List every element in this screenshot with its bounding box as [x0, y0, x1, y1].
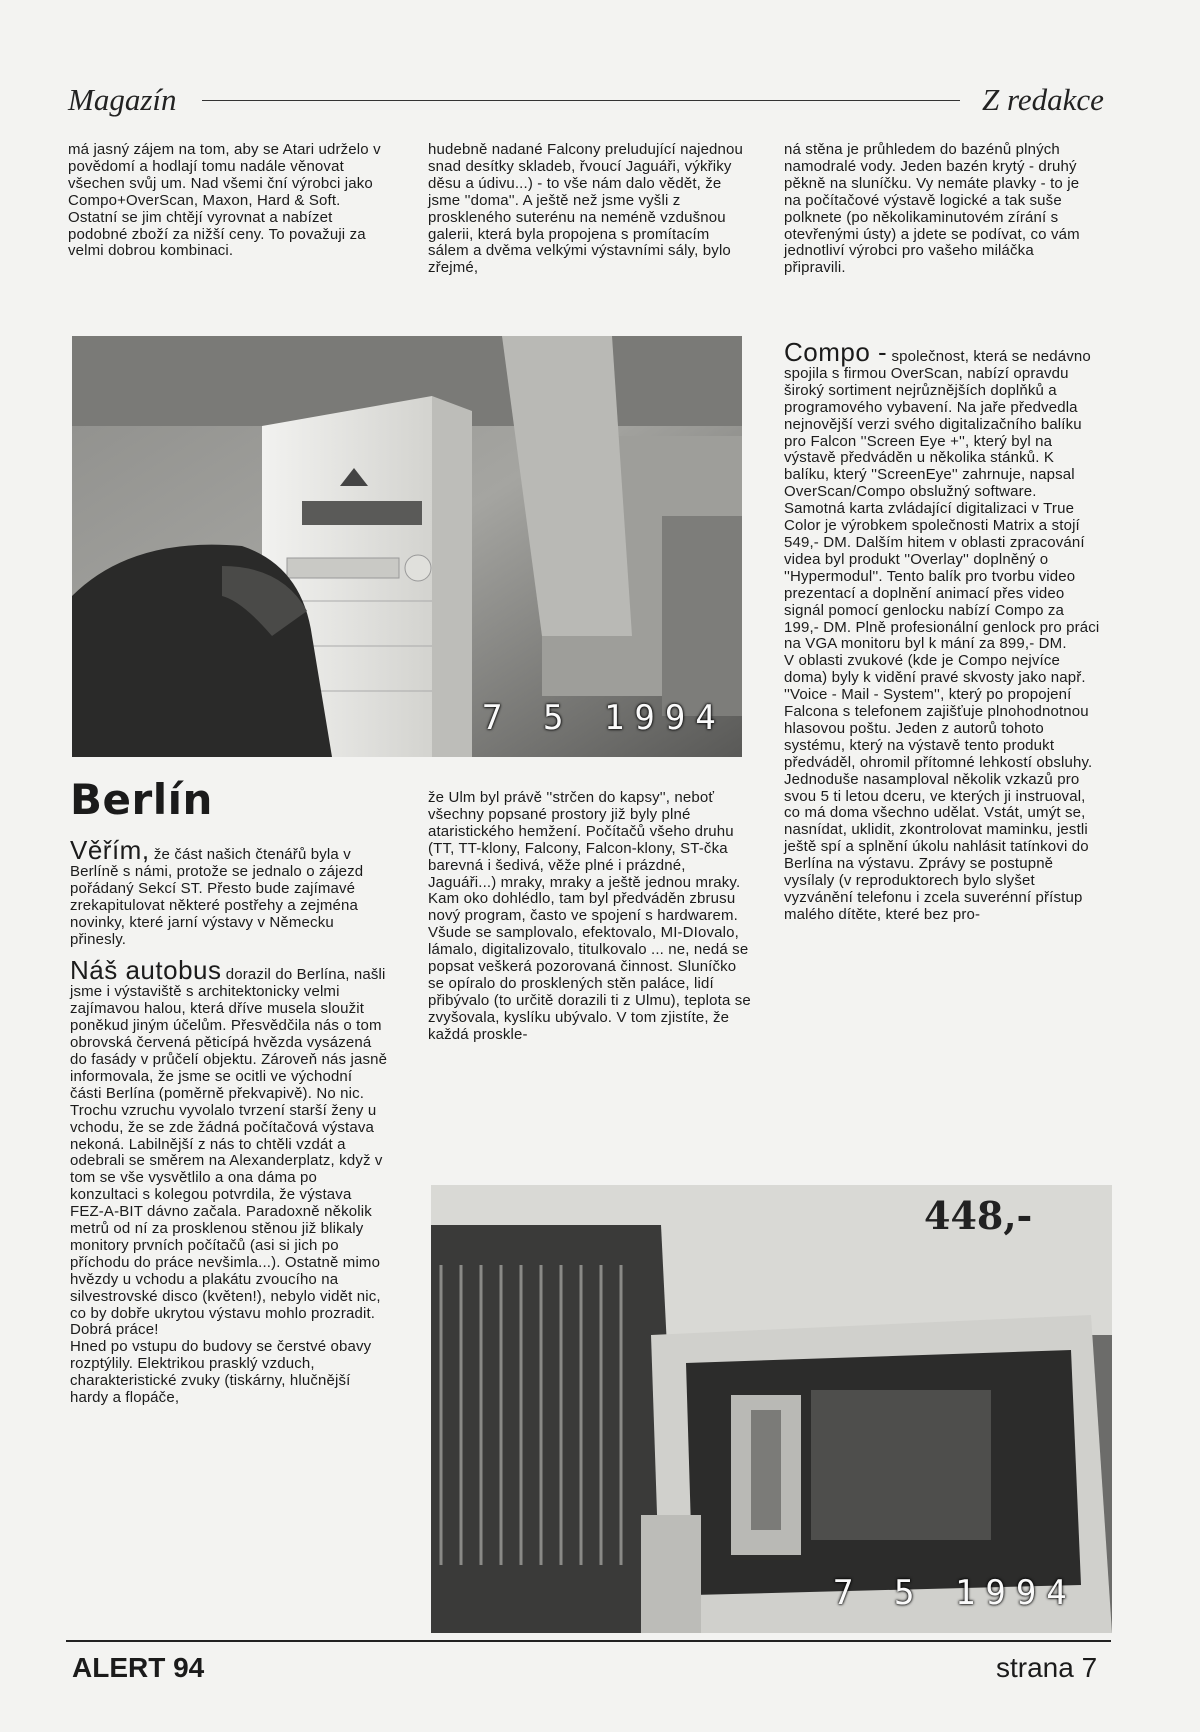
- article-body: [70, 835, 388, 1407]
- page-number: strana 7: [996, 1652, 1098, 1683]
- photo-computer-tower: [72, 336, 742, 757]
- header-rule: [202, 100, 960, 101]
- col1-top-text: má jasný zájem na tom, aby se Atari udrželo v povědomí a hodlají tomu nadále věnovat všechen svůj um. Nad všemi ční výrobci jako Compo+OverScan, Maxon, Hard & Soft. Ostatní se jim chtějí vyrovnat a nabízet podobné zboží za nižší ceny. To považuji za velmi dobrou kombinaci.: [68, 141, 381, 260]
- col2-top-text: hudebně nadané Falcony preludující najednou snad desítky skladeb, řvoucí Jaguáři, výkřiky děsu a údivu...) - to vše nám dalo vědět, že jsme ''doma''. A ještě než jsme vyšli z proskleného suterénu na neméně vzdušnou galerii, která byla propojena s promítacím sálem a dvěma velkými výstavními sály, bylo zřejmé,: [428, 141, 744, 277]
- compo-text-2: V oblasti zvukové (kde je Compo nejvíce doma) byly k vidění pravé skvosty jako např. ''Voice - Mail - System'', který po propojení Falcona s telefonem zajišťuje plnohodnotnou hlasovou poštu. Jeden z autorů tohoto systému, který na výstavě tento produkt předváděl, ohromil přítomné lehkostí obsluhy. Jednoduše nasamploval několik vzkazů pro svou 5 ti letou dceru, ve kterých ji instruoval, co má doma všechno udělat. Vstát, umýt se, nasnídat, uklidit, zkontrolovat maminku, jestli ještě spí a splnění úkolu nahlásit tatínkovi do Berlína na výstavu. Zprávy se postupně vysílaly (v reproduktorech bylo slyšet vyzvánění telefonu i zcela suverénní přístup malého dítěte, které bez pro-: [784, 652, 1093, 923]
- col2-mid-text: že Ulm byl právě ''strčen do kapsy'', neboť všechny popsané prostory již byly plné ataristického hemžení. Počítačů všeho druhu (TT, TT-klony, Falcony, Falcon-klony, ST-čka barevná i šedivá, věže plné i prázdné, Jaguáři...) mraky, mraky a ještě jednou mraky. Kam oko dohlédlo, tam byl předváděn zbrusu nový program, často ve spojení s hardwarem. Všude se samplovalo, efektovalo, MI-DIovalo, lámalo, digitalizovalo, titulkovalo ... ne, nedá se popsat veškerá pozorovaná činnost. Sluníčko se opíralo do prosklených stěn paláce, lidí přibývalo (to určitě dorazili ti z Ulmu), teplota se zvyšovala, kyslíku ubývalo. V tom zjistíte, že každá proskle-: [428, 789, 751, 1043]
- article-p1: že část našich čtenářů byla v Berlíně s námi, protože se jednalo o zájezd pořádaný Sekcí ST. Přesto bude zajímavé zrekapitulovat některé postřehy a zejména novinky, které jarní výstavy v Německu přinesly.: [70, 846, 364, 948]
- compo-section: [784, 337, 1100, 924]
- photo1-date-stamp: 7 5 1994: [482, 698, 726, 738]
- photo2-date-stamp: 7 5 1994: [833, 1573, 1077, 1613]
- article-p2-lead: Náš autobus: [70, 955, 222, 986]
- article-p2: dorazil do Berlína, našli jsme i výstaviště s architektonicky velmi zajímavou halou, která dříve musela sloužit poněkud jiným účelům. Přesvědčila nás o tom obrovská červená pěticípá hvězda vysázená do fasády v průčelí objektu. Zároveň nás jasně informovala, že jsme se ocitli ve východní části Berlína (poměrně překvapivě). No nic. Trochu vzruchu vyvolalo tvrzení starší ženy u vchodu, že se zde žádná počítačová výstava nekoná. Labilnější z nás to chtěli vzdát a odebrali se směrem na Alexanderplatz, když v tom se vše vysvětlilo a ona dáma po konzultaci s kolegou potvrdila, že výstava FEZ-A-BIT dávno začala. Paradoxně několik metrů od ní za prosklenou stěnou již blikaly monitory prvních počítačů (asi si jich po příchodu do práce nevšimla...). Ostatně mimo hvězdy u vchodu a plakátu zvoucího na silvestrovské disco (květen!), nebylo vidět nic, co by dobře ukrytou výstavu mohlo prozradit. Dobrá práce!: [70, 966, 388, 1339]
- section-label: Magazín: [68, 82, 177, 117]
- compo-text: společnost, která se nedávno spojila s firmou OverScan, nabízí opravdu široký sortiment nejrůznějších doplňků a programového vybavení. Na jaře předvedla nejnovější verzi svého digitalizačního balíku pro Falcon ''Screen Eye +'', který byl na výstavě předváděn u několika stánků. K balíku, který ''ScreenEye'' zahrnuje, napsal OverScan/Compo obslužný software. Samotná karta zvládající digitalizaci v True Color je výrobkem společnosti Matrix a stojí 549,- DM. Dalším hitem v oblasti zpracování videa byl produkt ''Overlay'' doplněný o ''Hypermodul''. Tento balík pro tvorbu video prezentací a doplnění animací přes video signál pomocí genlocku nabízí Compo za 199,- DM. Plně profesionální genlock pro práci na VGA monitoru byl k mání za 899,- DM.: [784, 348, 1100, 653]
- footer-rule: [66, 1640, 1111, 1642]
- article-p3: Hned po vstupu do budovy se čerstvé obavy rozptýlily. Elektrikou prasklý vzduch, charakteristické zvuky (tiskárny, hlučnější hardy a flopáče,: [70, 1338, 372, 1407]
- price-tag: 448,-: [924, 1193, 1033, 1238]
- compo-lead: Compo -: [784, 337, 888, 367]
- article-p1-lead: Věřím,: [70, 835, 150, 865]
- photo-monitor: [431, 1185, 1112, 1633]
- article-title: Berlín: [70, 775, 213, 824]
- section-name: Z redakce: [982, 82, 1104, 117]
- magazine-name: ALERT 94: [72, 1652, 205, 1683]
- col3-top-text: ná stěna je průhledem do bazénů plných namodralé vody. Jeden bazén krytý - druhý pěkně na sluníčku. Vy nemáte plavky - to je na počítačové výstavě logické a tak suše polknete (po několikaminutovém zírání s otevřenými ústy) a jdete se podívat, co vám jednotliví výrobci pro vašeho miláčka připravili.: [784, 141, 1080, 277]
